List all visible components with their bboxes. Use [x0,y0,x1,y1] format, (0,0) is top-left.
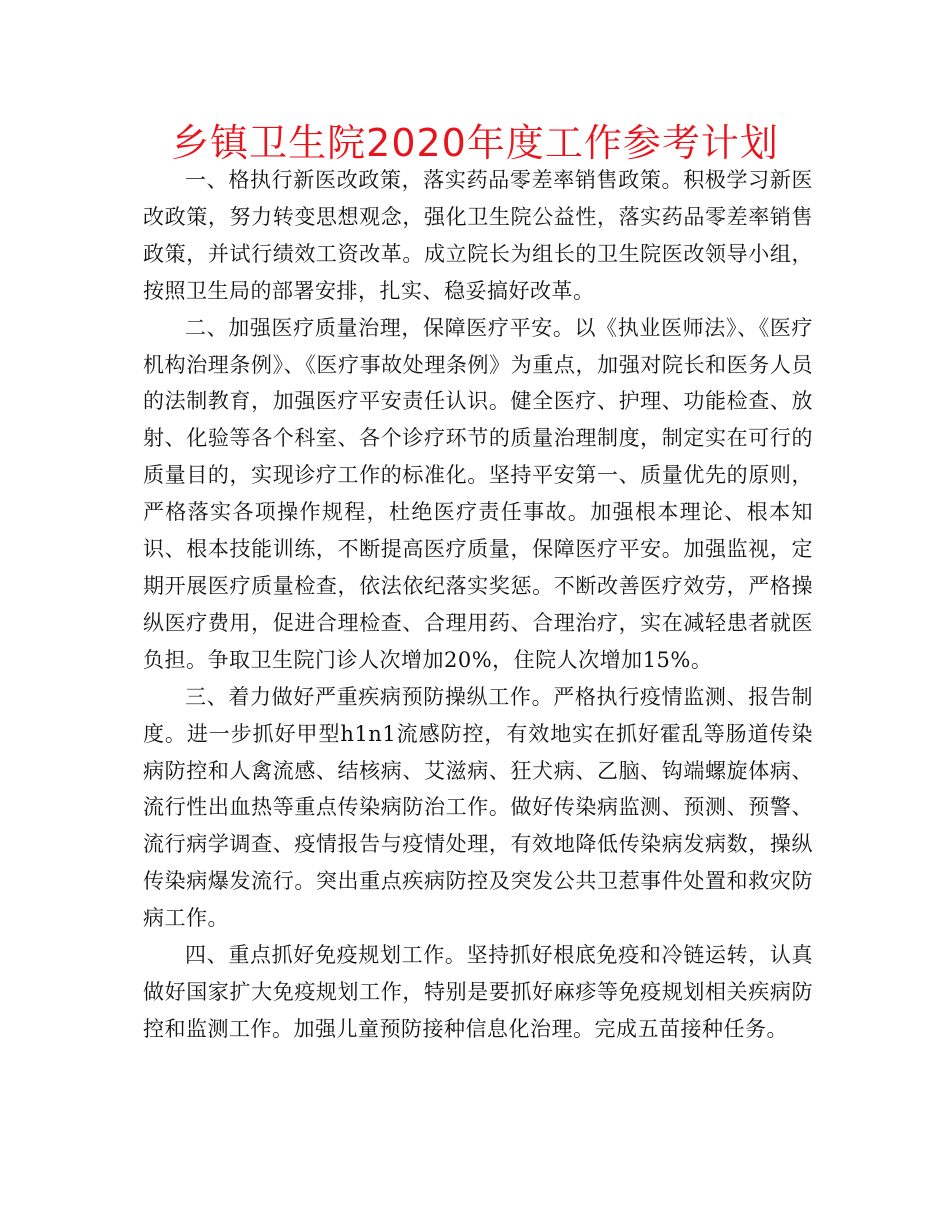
paragraph-4: 四、重点抓好免疫规划工作。坚持抓好根底免疫和冷链运转，认真做好国家扩大免疫规划工作，特别是要抓好麻疹等免疫规划相关疾病防控和监测工作。加强儿童预防接种信息化治理。完成五苗接种任务。 [143,943,813,1041]
paragraph-3: 三、着力做好严重疾病预防操纵工作。严格执行疫情监测、报告制度。进一步抓好甲型h1n1流感防控，有效地实在抓好霍乱等肠道传染病防控和人禽流感、结核病、艾滋病、狂犬病、乙脑、钩端螺旋体病、流行性出血热等重点传染病防治工作。做好传染病监测、预测、预警、流行病学调查、疫情报告与疫情处理，有效地降低传染病发病数，操纵传染病爆发流行。突出重点疾病防控及突发公共卫惹事件处置和救灾防病工作。 [143,684,813,931]
document-body [143,162,813,1048]
paragraph-2: 二、加强医疗质量治理，保障医疗平安。以《执业医师法》、《医疗机构治理条例》、《医疗事故处理条例》为重点，加强对院长和医务人员的法制教育，加强医疗平安责任认识。健全医疗、护理、功能检查、放射、化验等各个科室、各个诊疗环节的质量治理制度，制定实在可行的质量目的，实现诊疗工作的标准化。坚持平安第一、质量优先的原则，严格落实各项操作规程，杜绝医疗责任事故。加强根本理论、根本知识、根本技能训练，不断提高医疗质量，保障医疗平安。加强监视，定期开展医疗质量检查，依法依纪落实奖惩。不断改善医疗效劳，严格操纵医疗费用，促进合理检查、合理用药、合理治疗，实在减轻患者就医负担。争取卫生院门诊人次增加20%，住院人次增加15%。 [143,315,813,672]
document-title: 乡镇卫生院2020年度工作参考计划 [171,121,779,165]
paragraph-1: 一、格执行新医改政策，落实药品零差率销售政策。积极学习新医改政策，努力转变思想观念，强化卫生院公益性，落实药品零差率销售政策，并试行绩效工资改革。成立院长为组长的卫生院医改领导小组，按照卫生局的部署安排，扎实、稳妥搞好改革。 [143,168,813,303]
